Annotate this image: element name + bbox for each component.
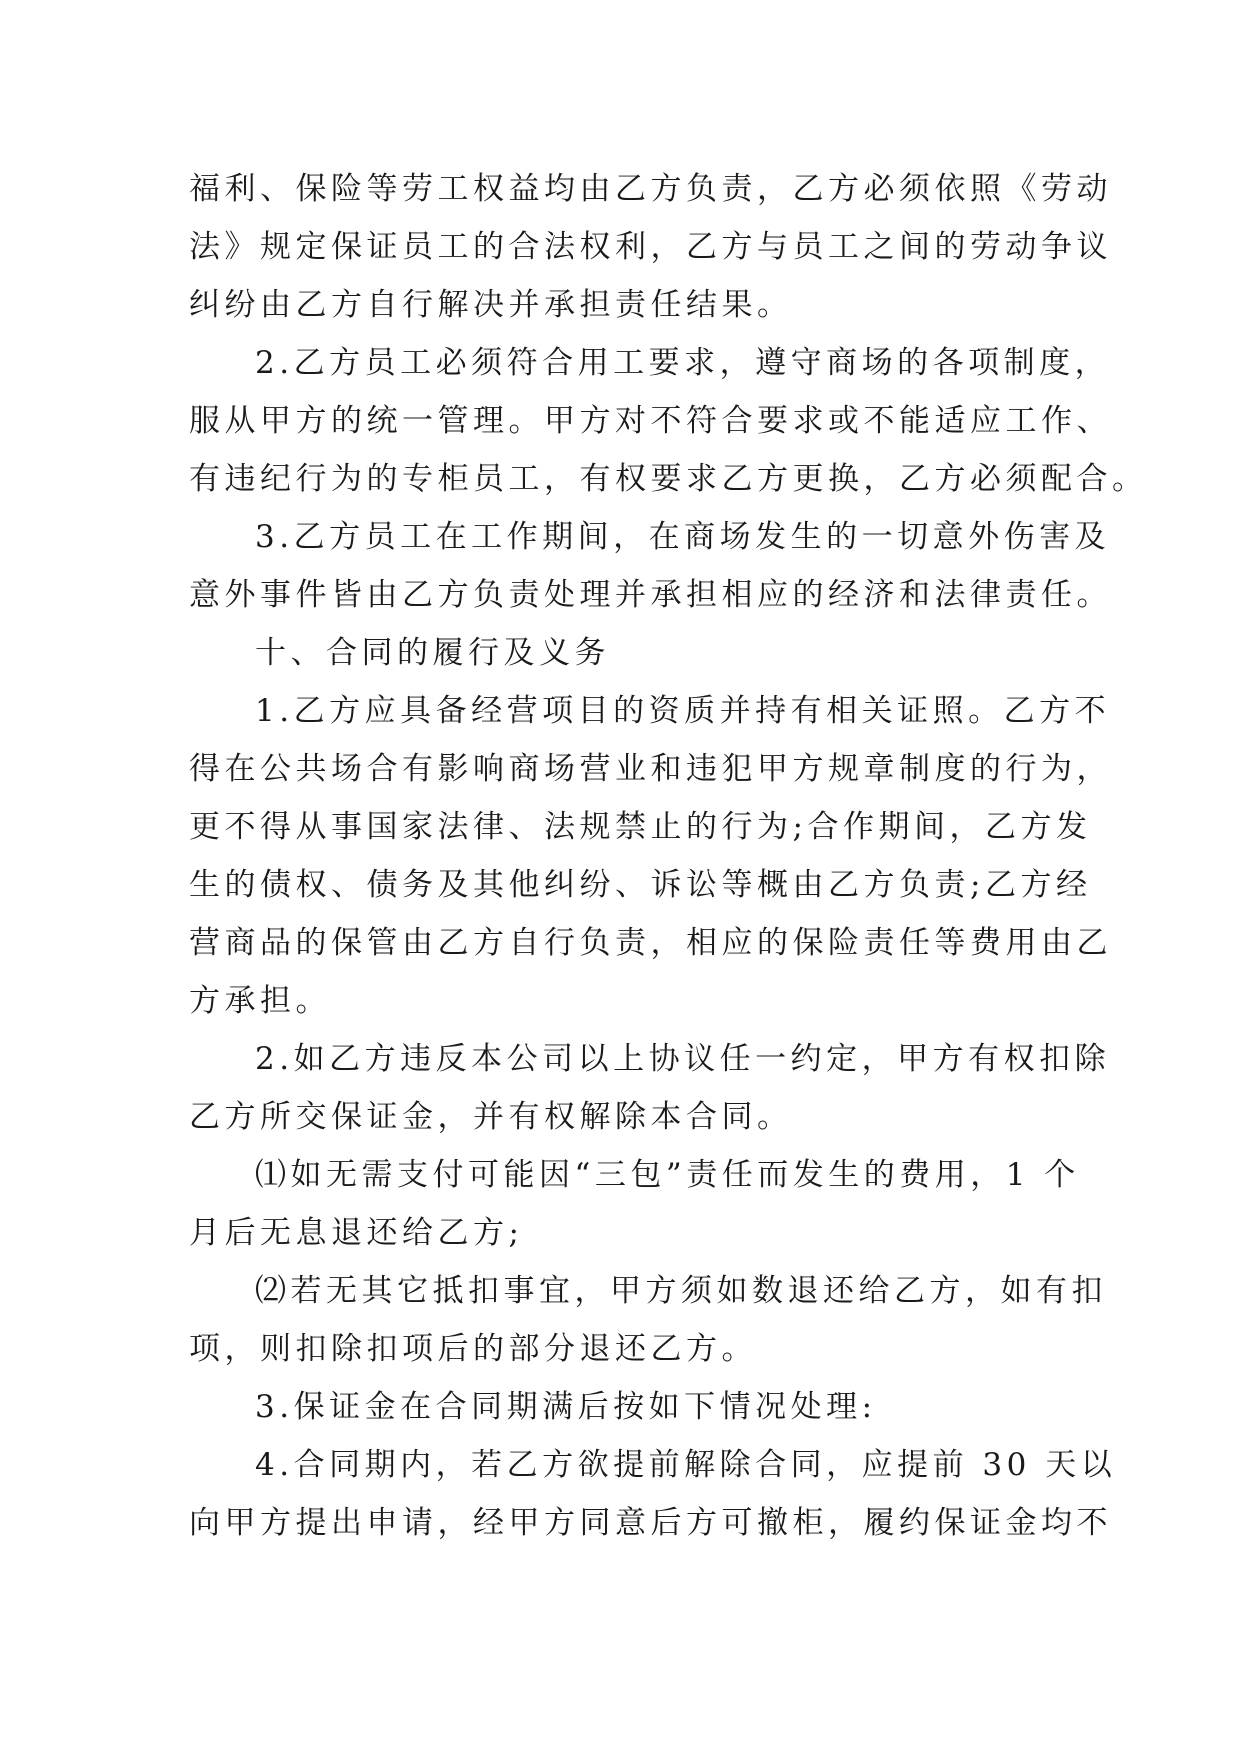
text-line: 2.乙方员工必须符合用工要求，遵守商场的各项制度，	[255, 345, 1111, 381]
text-line: 生的债权、债务及其他纠纷、诉讼等概由乙方负责;乙方经	[189, 867, 1092, 903]
text-line: 营商品的保管由乙方自行负责，相应的保险责任等费用由乙	[189, 925, 1112, 961]
text-line: 1.乙方应具备经营项目的资质并持有相关证照。乙方不	[255, 693, 1111, 729]
section-heading: 十、合同的履行及义务	[255, 635, 610, 671]
text-line: 纠纷由乙方自行解决并承担责任结果。	[189, 287, 793, 323]
text-line: 意外事件皆由乙方负责处理并承担相应的经济和法律责任。	[189, 577, 1112, 613]
text-line: 3.乙方员工在工作期间，在商场发生的一切意外伤害及	[255, 519, 1111, 555]
text-line: 法》规定保证员工的合法权利，乙方与员工之间的劳动争议	[189, 229, 1112, 265]
text-line: 月后无息退还给乙方;	[189, 1215, 524, 1251]
text-line: ⑵若无其它抵扣事宜，甲方须如数退还给乙方，如有扣	[255, 1273, 1107, 1309]
text-line: 有违纪行为的专柜员工，有权要求乙方更换，乙方必须配合。	[189, 461, 1148, 497]
text-line: 得在公共场合有影响商场营业和违犯甲方规章制度的行为，	[189, 751, 1112, 787]
text-line: 福利、保险等劳工权益均由乙方负责，乙方必须依照《劳动	[189, 171, 1112, 207]
text-line: 向甲方提出申请，经甲方同意后方可撤柜，履约保证金均不	[189, 1505, 1112, 1541]
text-line: ⑴如无需支付可能因“三包”责任而发生的费用，1 个	[255, 1157, 1080, 1193]
contract-body-text	[189, 160, 1148, 1552]
text-line: 2.如乙方违反本公司以上协议任一约定，甲方有权扣除	[255, 1041, 1111, 1077]
text-line: 3.保证金在合同期满后按如下情况处理:	[255, 1389, 877, 1425]
text-line: 4.合同期内，若乙方欲提前解除合同，应提前 30 天以	[255, 1447, 1117, 1483]
text-line: 项，则扣除扣项后的部分退还乙方。	[189, 1331, 757, 1367]
text-line: 更不得从事国家法律、法规禁止的行为;合作期间，乙方发	[189, 809, 1092, 845]
text-line: 方承担。	[189, 983, 331, 1019]
text-line: 服从甲方的统一管理。甲方对不符合要求或不能适应工作、	[189, 403, 1112, 439]
text-line: 乙方所交保证金，并有权解除本合同。	[189, 1099, 793, 1135]
